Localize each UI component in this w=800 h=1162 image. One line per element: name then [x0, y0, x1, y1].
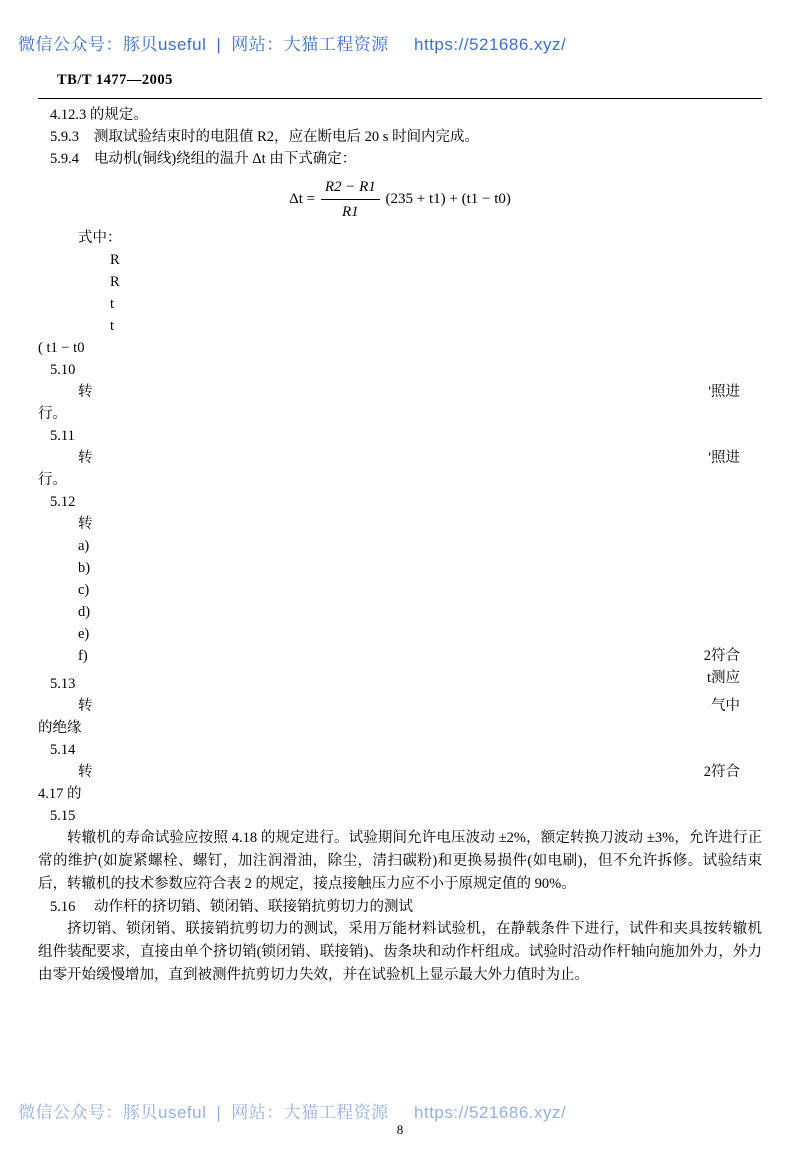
- clause-5-11-fragment: '照进: [708, 450, 740, 466]
- clause-5-13-continuation: 的绝缘: [38, 720, 82, 736]
- watermark-bottom-site-name: 大猫工程资源: [283, 1103, 389, 1122]
- legend-item-1: R: [110, 274, 120, 290]
- page-number: 8: [396, 1122, 404, 1137]
- clause-5-9-3-text: 测取试验结束时的电阻值 R2，应在断电后 20 s 时间内完成。: [94, 129, 480, 145]
- clause-5-13-fragment: 气中: [711, 698, 740, 714]
- clause-5-16: [38, 896, 762, 918]
- legend-title: 式中：: [78, 230, 122, 246]
- clause-5-15-paragraph: 转辙机的寿命试验应按照 4.18 的规定进行。试验期间允许电压波动 ±2%，额定转换刀波动 ±3%，允许进行正常的维护(如旋紧螺栓、螺钉，加注润滑油，除尘，清扫碳粉)和更换易损件(如电刷)，但不允许拆修。试验结束后，转辙机的技术参数应符合表 2 的规定，接点接触压力应不小于原规定值的 90%。: [38, 830, 762, 892]
- formula-tail: (235 + t1) + (t1 − t0): [385, 190, 511, 207]
- list-item-f: [38, 645, 762, 667]
- watermark-bottom: [0, 1098, 800, 1123]
- clause-5-9-3-number: 5.9.3: [50, 129, 79, 145]
- clause-5-12-number: 5.12: [50, 494, 76, 510]
- watermark-wechat-name: 豚贝useful: [123, 35, 207, 54]
- legend-item-4: ( t1 − t0: [38, 340, 85, 356]
- clause-5-13-number: 5.13: [50, 676, 76, 692]
- clause-5-14-label: 转: [78, 764, 93, 780]
- legend-item-2: t: [110, 296, 115, 312]
- clause-5-9-4-text: 电动机(铜线)绕组的温升 Δt 由下式确定：: [94, 151, 357, 167]
- legend-item-0: R: [110, 252, 120, 268]
- clause-5-14-fragment: 2符合: [703, 764, 740, 780]
- clause-5-12-label: 转: [78, 516, 93, 532]
- standard-code: TB/T 1477—2005: [57, 72, 173, 88]
- list-item-e: e): [78, 626, 90, 642]
- header-rule: [38, 98, 762, 99]
- clause-5-16-paragraph: 挤切销、锁闭销、联接销抗剪切力的测试，采用万能材料试验机，在静载条件下进行，试件和夹具按转辙机组件装配要求，直接由单个挤切销(锁闭销、联接销)、齿条块和动作杆组成。试验时沿动作杆轴向施加外力，外力由零开始缓慢增加，直到被测件抗剪切力失效，并在试验机上显示最大外力值时为止。: [38, 921, 762, 983]
- clause-5-10-fragment: '照进: [708, 384, 740, 400]
- clause-5-11-continuation: 行。: [38, 472, 67, 488]
- list-item-f-label: f): [78, 648, 88, 664]
- watermark-site-label: 网站：: [231, 35, 284, 54]
- legend-item-3: t: [110, 318, 115, 334]
- watermark-bottom-separator: |: [216, 1103, 222, 1122]
- watermark-url: https://521686.xyz/: [414, 35, 567, 54]
- clause-5-16-number: 5.16: [50, 899, 76, 915]
- formula-lhs: Δt =: [289, 190, 316, 207]
- clause-5-11-label: 转: [78, 450, 93, 466]
- watermark-bottom-wechat-name: 豚贝useful: [123, 1103, 207, 1122]
- clause-5-10-number: 5.10: [50, 362, 76, 378]
- watermark-bottom-wechat-label: 微信公众号：: [18, 1103, 123, 1122]
- list-item-d: d): [78, 604, 91, 620]
- clause-5-14-body: [38, 761, 762, 783]
- watermark-bottom-site-label: 网站：: [231, 1103, 284, 1122]
- clause-5-10-label: 转: [78, 384, 93, 400]
- clause-5-9-4: [38, 148, 762, 170]
- watermark-top: [0, 30, 800, 55]
- clause-5-14-continuation: 4.17 的: [38, 786, 82, 802]
- watermark-site-name: 大猫工程资源: [283, 35, 389, 54]
- clause-5-16-title: 动作杆的挤切销、锁闭销、联接销抗剪切力的测试: [94, 899, 413, 915]
- clause-5-9-4-number: 5.9.4: [50, 151, 79, 167]
- watermark-wechat-label: 微信公众号：: [18, 35, 123, 54]
- list-item-f-fragment: 2符合: [703, 648, 740, 664]
- clause-5-14-number: 5.14: [50, 742, 76, 758]
- watermark-bottom-url: https://521686.xyz/: [414, 1103, 567, 1122]
- clause-5-11-number: 5.11: [50, 428, 75, 444]
- list-item-c: c): [78, 582, 90, 598]
- clause-5-13-body: [38, 695, 762, 717]
- list-item-a: a): [78, 538, 90, 554]
- document-body: [38, 104, 762, 987]
- clause-5-9-3: [38, 126, 762, 148]
- formula-denominator: R1: [341, 204, 359, 220]
- formula-fraction: [321, 176, 380, 223]
- clause-5-10-body: [38, 381, 762, 403]
- list-item-f-fragment-2: t测应: [706, 670, 740, 686]
- temperature-rise-formula: [38, 176, 762, 223]
- clause-5-10-continuation: 行。: [38, 406, 67, 422]
- formula-numerator: R2 − R1: [321, 176, 380, 200]
- watermark-separator: |: [216, 35, 222, 54]
- clause-5-11-body: [38, 447, 762, 469]
- clause-4-12-3-continuation: 4.12.3 的规定。: [50, 107, 148, 123]
- clause-5-13-label: 转: [78, 698, 93, 714]
- list-item-b: b): [78, 560, 91, 576]
- clause-5-15-number: 5.15: [50, 808, 76, 824]
